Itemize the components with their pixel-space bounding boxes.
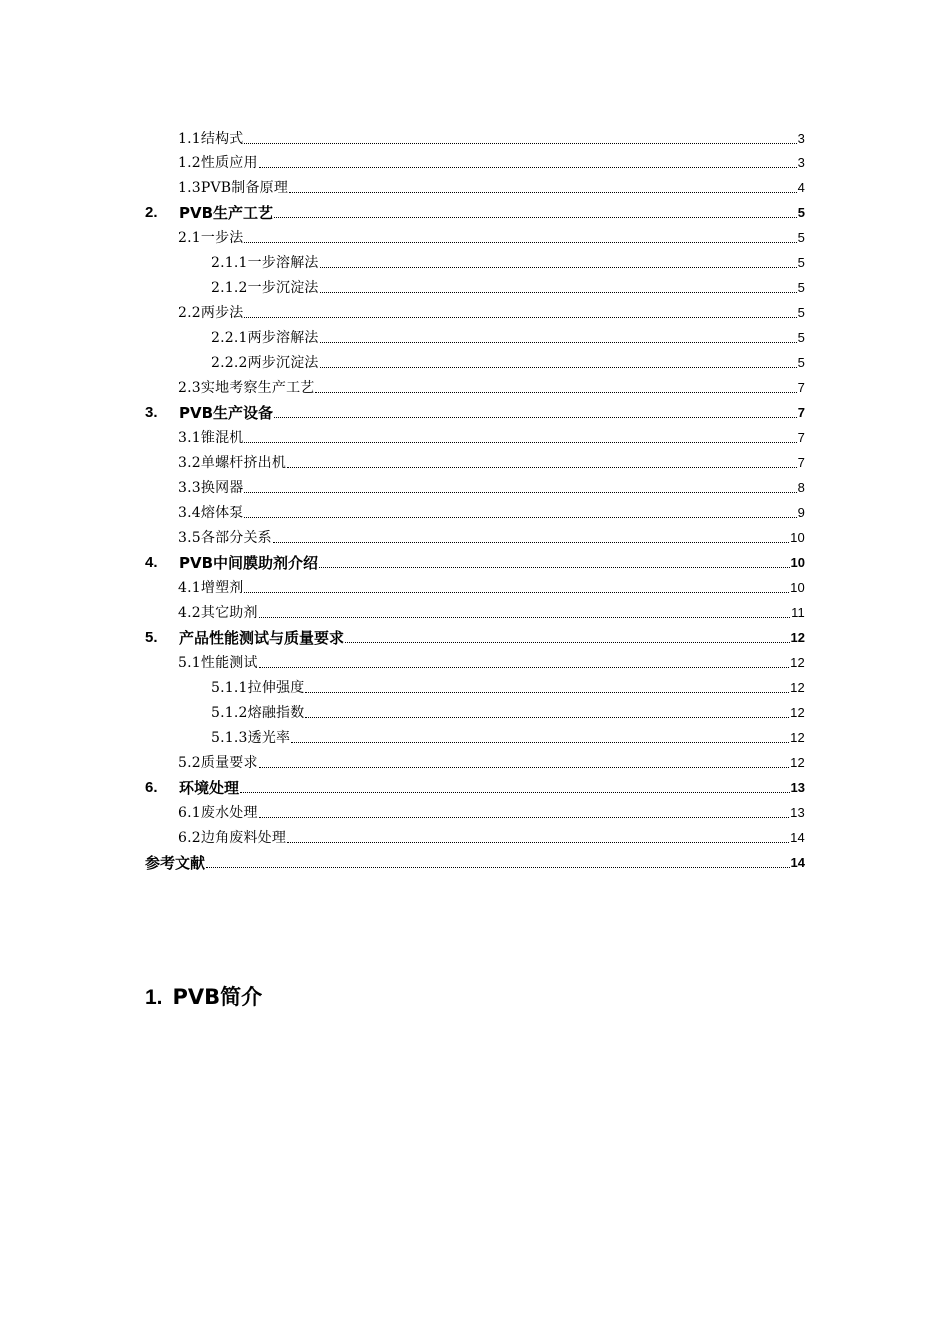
toc-entry-page: 7: [797, 455, 805, 470]
toc-entry-page: 12: [790, 655, 805, 670]
toc-dot-leader: [315, 392, 796, 393]
toc-dot-leader: [274, 217, 797, 218]
toc-entry-page: 4: [797, 180, 805, 195]
toc-entry-page: 10: [790, 580, 805, 595]
toc-entry[interactable]: [178, 498, 805, 522]
toc-entry-label: 2.2.1两步溶解法: [211, 330, 319, 346]
toc-entry-label: 5.1.1拉伸强度: [211, 680, 305, 696]
toc-entry-page: 10: [790, 555, 805, 570]
toc-entry-page: 5: [797, 330, 805, 345]
toc-entry[interactable]: [178, 523, 805, 547]
toc-dot-leader: [240, 792, 790, 793]
toc-dot-leader: [244, 143, 796, 144]
section-heading-number: 1.: [145, 986, 163, 1009]
toc-entry[interactable]: [178, 223, 805, 247]
toc-entry-label: 3.2单螺杆挤出机: [178, 455, 287, 471]
toc-entry-page: 8: [797, 480, 805, 495]
toc-entry[interactable]: [211, 348, 805, 372]
toc-entry-number: 4.: [145, 554, 158, 571]
toc-entry-label: 2.1.1一步溶解法: [211, 255, 319, 271]
toc-entry[interactable]: [145, 548, 805, 572]
toc-entry[interactable]: [178, 598, 805, 622]
toc-entry[interactable]: [178, 373, 805, 397]
toc-entry-page: 7: [797, 430, 805, 445]
toc-entry-page: 12: [790, 630, 805, 645]
toc-entry-label: 3.3换网器: [178, 480, 244, 496]
section-heading-title: PVB简介: [172, 985, 263, 1009]
toc-dot-leader: [259, 767, 789, 768]
toc-dot-leader: [305, 692, 789, 693]
toc-entry-label: 3.5各部分关系: [178, 530, 272, 546]
toc-entry-label: 2.1一步法: [178, 230, 244, 246]
toc-entry-label: 4.2其它助剂: [178, 605, 258, 621]
toc-entry-page: 14: [790, 830, 805, 845]
toc-entry-label: 2.3实地考察生产工艺: [178, 380, 315, 396]
toc-entry-page: 10: [790, 530, 805, 545]
toc-entry-page: 12: [790, 680, 805, 695]
toc-entry-label: 2.2.2两步沉淀法: [211, 355, 319, 371]
toc-entry-page: 5: [797, 280, 805, 295]
toc-entry-label: 2.2两步法: [178, 305, 244, 321]
toc-entry[interactable]: [178, 298, 805, 322]
toc-entry-label: 5.1.3透光率: [211, 730, 291, 746]
toc-entry-label: 6.2边角废料处理: [178, 830, 287, 846]
toc-dot-leader: [244, 442, 796, 443]
toc-entry[interactable]: [145, 198, 805, 222]
toc-entry[interactable]: [178, 823, 805, 847]
toc-entry-number: 5.: [145, 629, 158, 646]
toc-entry-page: 5: [797, 305, 805, 320]
toc-entry-page: 12: [790, 705, 805, 720]
toc-entry-label: 4.1增塑剂: [178, 580, 244, 596]
toc-entry-page: 3: [797, 131, 805, 146]
toc-entry[interactable]: [178, 748, 805, 772]
toc-entry-page: 13: [790, 805, 805, 820]
toc-dot-leader: [305, 717, 789, 718]
toc-entry-page: 11: [791, 605, 805, 620]
toc-entry-label: 产品性能测试与质量要求: [179, 629, 345, 647]
toc-entry[interactable]: [178, 124, 805, 148]
toc-entry-label: 6.1废水处理: [178, 805, 258, 821]
toc-entry-label: PVB生产工艺: [179, 204, 274, 222]
toc-dot-leader: [244, 242, 796, 243]
toc-entry-label: 环境处理: [179, 779, 240, 797]
toc-entry-label: PVB中间膜助剂介绍: [179, 554, 319, 572]
toc-entry-page: 5: [797, 205, 805, 220]
toc-dot-leader: [244, 517, 796, 518]
toc-dot-leader: [320, 267, 797, 268]
toc-dot-leader: [320, 367, 797, 368]
toc-dot-leader: [259, 667, 789, 668]
toc-entry[interactable]: [211, 323, 805, 347]
toc-entry[interactable]: [211, 273, 805, 297]
toc-entry-label: 1.1结构式: [178, 131, 244, 147]
toc-entry[interactable]: [178, 473, 805, 497]
toc-dot-leader: [274, 417, 797, 418]
toc-entry-label: 5.1.2熔融指数: [211, 705, 305, 721]
toc-entry[interactable]: [145, 773, 805, 797]
toc-entry-page: 14: [790, 855, 805, 870]
toc-entry[interactable]: [178, 798, 805, 822]
toc-dot-leader: [259, 167, 797, 168]
toc-entry-number: 6.: [145, 779, 158, 796]
toc-entry-page: 7: [797, 380, 805, 395]
toc-entry-label: 2.1.2一步沉淀法: [211, 280, 319, 296]
toc-entry-label: 3.4熔体泵: [178, 505, 244, 521]
toc-entry-page: 3: [797, 155, 805, 170]
toc-entry-number: 3.: [145, 404, 158, 421]
toc-entry-page: 5: [797, 230, 805, 245]
toc-entry-page: 7: [797, 405, 805, 420]
toc-dot-leader: [319, 567, 789, 568]
toc-entry-page: 12: [790, 730, 805, 745]
toc-entry-label: PVB生产设备: [179, 404, 274, 422]
toc-entry-label: 1.2性质应用: [178, 155, 258, 171]
toc-entry[interactable]: [211, 698, 805, 722]
toc-dot-leader: [320, 342, 797, 343]
toc-entry-label: 5.2质量要求: [178, 755, 258, 771]
toc-entry[interactable]: [145, 848, 805, 872]
toc-entry[interactable]: [178, 573, 805, 597]
toc-dot-leader: [244, 492, 796, 493]
toc-entry-page: 9: [797, 505, 805, 520]
toc-entry-page: 13: [790, 780, 805, 795]
toc-dot-leader: [345, 642, 790, 643]
toc-entry[interactable]: [211, 248, 805, 272]
toc-entry-number: 2.: [145, 204, 158, 221]
toc-dot-leader: [291, 742, 789, 743]
toc-dot-leader: [259, 817, 789, 818]
toc-entry-label: 参考文献: [145, 854, 206, 872]
toc-entry[interactable]: [145, 623, 805, 647]
toc-entry-label: 5.1性能测试: [178, 655, 258, 671]
toc-dot-leader: [320, 292, 797, 293]
toc-entry[interactable]: [178, 173, 805, 197]
toc-dot-leader: [287, 842, 789, 843]
toc-entry-page: 5: [797, 255, 805, 270]
toc-dot-leader: [206, 867, 790, 868]
toc-dot-leader: [287, 467, 796, 468]
toc-entry[interactable]: [211, 723, 805, 747]
toc-dot-leader: [289, 192, 796, 193]
toc-entry-label: 3.1锥混机: [178, 430, 244, 446]
toc-dot-leader: [259, 617, 790, 618]
toc-entry-page: 12: [790, 755, 805, 770]
toc-entry[interactable]: [145, 398, 805, 422]
toc-dot-leader: [244, 317, 796, 318]
toc-entry[interactable]: [211, 673, 805, 697]
toc-entry[interactable]: [178, 448, 805, 472]
toc-entry[interactable]: [178, 148, 805, 172]
toc-dot-leader: [273, 542, 789, 543]
toc-dot-leader: [244, 592, 789, 593]
toc-entry-page: 5: [797, 355, 805, 370]
toc-entry-label: 1.3PVB制备原理: [178, 180, 289, 196]
toc-entry[interactable]: [178, 423, 805, 447]
toc-entry[interactable]: [178, 648, 805, 672]
section-heading: [145, 982, 262, 1013]
